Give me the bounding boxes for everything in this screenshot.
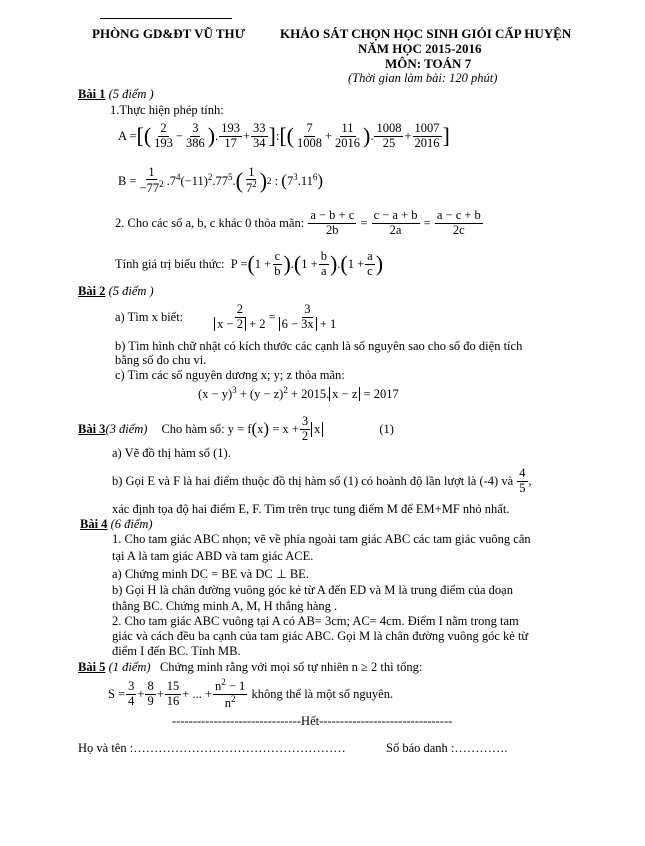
bai3-eq-label: (1) — [379, 421, 394, 436]
expr-A: A = [ ( $\frac{2}{193}$ − $\frac{3}{386}$ ) . $\frac{193}{17}$ + $\frac{33}{34}$ ] : [ ( $\frac{7}{1008}$ + $\frac{11}{2016}$ ) . $\frac{1008}{25}$ + $\frac{1007}{2016}$ ] — [118, 121, 450, 150]
bai2-points: (5 điểm ) — [105, 284, 154, 298]
bai3-heading: Bài 3 (3 điểm) Cho hàm số: y = f ( x ) = x + $\frac{3}{2}$ x (1) — [78, 414, 394, 443]
bai5-points: (1 điểm) — [105, 660, 151, 674]
bai4-heading — [80, 517, 153, 532]
bai2-a: a) Tìm x biết: $\frac{2}{x - 2 + 2}$ = $\frac{3}{6 - 3x + 1}$ — [115, 302, 337, 331]
bai2-a-text: a) Tìm x biết: — [115, 309, 184, 324]
bai1-q2-text: 2. Cho các số a, b, c khác 0 thỏa mãn: — [115, 215, 305, 230]
exam-title: KHẢO SÁT CHỌN HỌC SINH GIỎI CẤP HUYỆN — [280, 26, 572, 41]
bai3-b-line2: xác định tọa độ hai điểm E, F. Tìm trên trục tung điểm M để EM+MF nhỏ nhất. — [112, 502, 510, 516]
subject: MÔN: TOÁN 7 — [385, 56, 472, 71]
bai2-b-line2: bằng số đo chu vi. — [115, 353, 207, 367]
bai2-heading — [78, 284, 154, 299]
bai3-points: (3 điểm) — [105, 421, 148, 436]
bai4-line4: b) Gọi H là chân đường vuông góc kẻ từ A đến ED và M là trung điểm của đoạn — [112, 583, 513, 597]
bai5-sum: S = $\frac{3}{4}$ + $\frac{8}{9}$ + $\frac{15}{16}$ + ... + $\frac{n^2 - 1}{n^2}$ không thể là một số nguyên. — [108, 677, 394, 710]
bai5-heading — [78, 660, 422, 675]
bai1-q2: 2. Cho các số a, b, c khác 0 thỏa mãn: $\frac{a - b + c}{2b}$ = $\frac{c - a + b}{2a}$ = $\frac{a - c + b}{2c}$ — [115, 208, 481, 237]
bai3-a: a) Vẽ đồ thị hàm số (1). — [112, 446, 231, 460]
bai2-label: Bài 2 — [78, 284, 106, 298]
bai1-compute: Tính giá trị biểu thức: P = ( 1 + $\frac{c}{b}$ ) . ( 1 + $\frac{b}{a}$ ) . ( 1 + $\frac{a}{c}$ ) — [115, 249, 384, 278]
school-year: NĂM HỌC 2015-2016 — [358, 41, 482, 56]
bai2-c-equation: $(x - y)^3 + (y - z)^2 + 2015$. x − z = 2017 — [198, 385, 399, 402]
bai1-compute-text: Tính giá trị biểu thức: — [115, 256, 225, 271]
bai4-line3: a) Chứng minh DC = BE và DC ⊥ BE. — [112, 567, 309, 581]
header-rule — [100, 18, 232, 19]
bai2-b-line1: b) Tìm hình chữ nhật có kích thước các cạnh là số nguyên sao cho số đo diện tích — [115, 339, 523, 353]
candidate-number: Số báo danh :…………. — [386, 741, 508, 755]
expr-B: B = $\frac{1}{-77^2}$ $.7^4(-11)^2.77^5$. ( $\frac{1}{7^2}$ ) 2 : ( $7^3.11^6$ ) — [118, 165, 324, 196]
bai4-line7: giác và cách đều ba cạnh của tam giác ABC. Gọi M là chân đường vuông góc kẻ từ — [112, 629, 529, 643]
bai1-heading — [78, 87, 154, 102]
candidate-name: Họ và tên :…………………………………………… — [78, 741, 346, 755]
bai4-points: (6 điểm) — [107, 517, 153, 531]
bai4-line8: điểm I đến BC. Tính MB. — [112, 644, 241, 658]
end-marker: -------------------------------Hết-------------------------------- — [172, 714, 453, 728]
bai5-intro: Chứng minh rằng với mọi số tự nhiên n ≥ 2 thì tổng: — [159, 660, 423, 674]
bai1-intro: 1.Thực hiện phép tính: — [110, 103, 224, 117]
bai4-label: Bài 4 — [80, 517, 108, 531]
bai4-line2: tại A là tam giác ABD và tam giác ACE. — [112, 549, 314, 563]
bai1-label: Bài 1 — [78, 87, 106, 101]
bai3-b: b) Gọi E và F là hai điểm thuộc đồ thị hàm số (1) có hoành độ lần lượt là (-4) và $\frac{4}{5}$ , — [112, 466, 532, 495]
bai4-line5: thẳng BC. Chứng minh A, M, H thẳng hàng . — [112, 599, 338, 613]
bai4-line6: 2. Cho tam giác ABC vuông tại A có AB= 3cm; AC= 4cm. Điểm I nằm trong tam — [112, 614, 519, 628]
bai5-label: Bài 5 — [78, 660, 106, 674]
bai5-tail: không thể là một số nguyên. — [251, 686, 394, 701]
time-limit: (Thời gian làm bài: 120 phút) — [348, 71, 498, 85]
bai2-c: c) Tìm các số nguyên dương x; y; z thỏa mãn: — [115, 368, 345, 382]
bai3-b-text: b) Gọi E và F là hai điểm thuộc đồ thị hàm số (1) có hoành độ lần lượt là (-4) và — [112, 473, 514, 488]
bai3-label: Bài 3 — [78, 421, 106, 436]
org-name: PHÒNG GD&ĐT VŨ THƯ — [92, 26, 246, 41]
bai4-line1: 1. Cho tam giác ABC nhọn; vẽ về phía ngoài tam giác ABC các tam giác vuông cân — [112, 532, 531, 546]
bai3-intro: Cho hàm số: — [161, 421, 225, 436]
bai1-points: (5 điểm ) — [105, 87, 154, 101]
